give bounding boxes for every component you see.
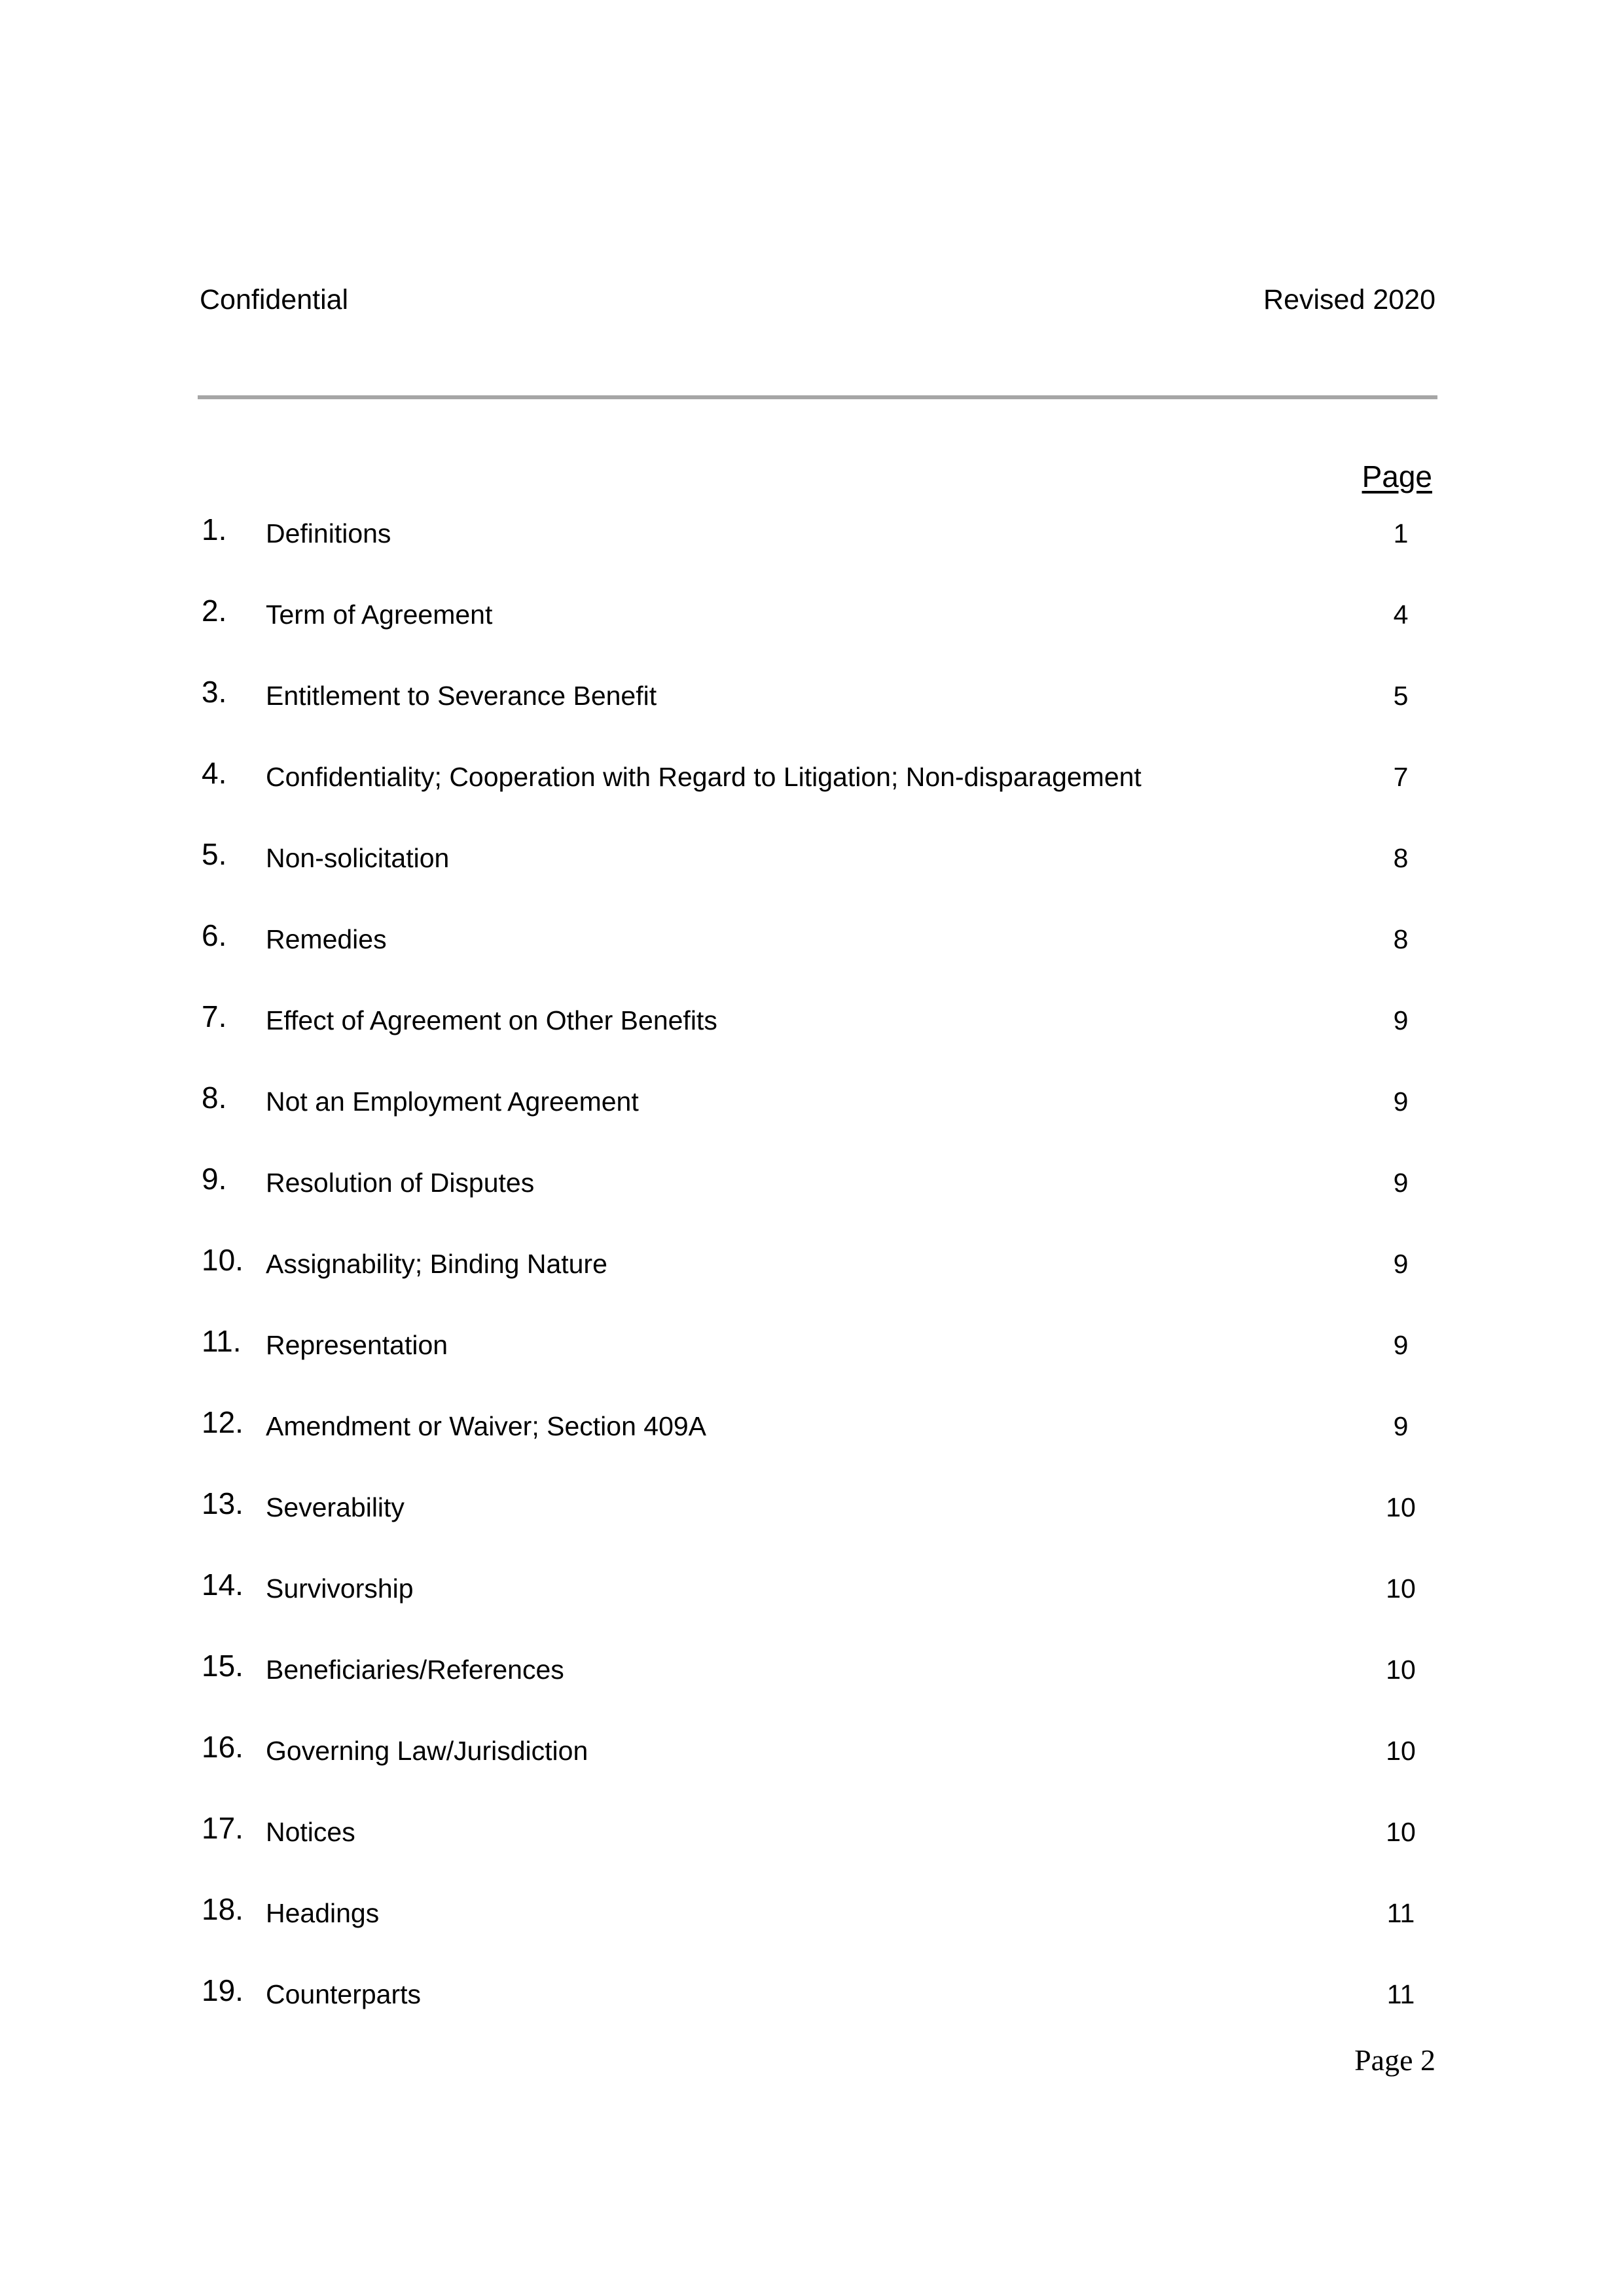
toc-entry bbox=[0, 1569, 1624, 1608]
toc-entry bbox=[0, 676, 1624, 715]
toc-entry-page: 10 bbox=[1386, 1736, 1416, 1766]
toc-entry-page: 9 bbox=[1393, 1249, 1409, 1279]
toc-entry-number: 11. bbox=[202, 1324, 242, 1358]
toc-entry-page: 11 bbox=[1386, 1979, 1415, 2009]
toc-entry-number: 9. bbox=[202, 1162, 227, 1196]
toc-entry-number: 12. bbox=[202, 1405, 244, 1439]
toc-entry-page: 9 bbox=[1393, 1168, 1409, 1198]
toc-entry-title: Assignability; Binding Nature bbox=[266, 1249, 607, 1279]
toc-entry-page: 9 bbox=[1393, 1005, 1409, 1035]
toc-entry-number: 17. bbox=[202, 1811, 244, 1845]
toc-entry-number: 7. bbox=[202, 999, 227, 1033]
toc-entry bbox=[0, 920, 1624, 959]
toc-entry-page: 11 bbox=[1386, 1898, 1415, 1928]
toc-entry-number: 16. bbox=[202, 1730, 244, 1764]
toc-entry-page: 9 bbox=[1393, 1330, 1409, 1360]
toc-entry bbox=[0, 757, 1624, 797]
toc-entry-page: 10 bbox=[1386, 1817, 1416, 1847]
toc-entry-page: 10 bbox=[1386, 1492, 1416, 1522]
toc-entry-number: 13. bbox=[202, 1486, 244, 1520]
header-revised-label: Revised 2020 bbox=[1263, 284, 1435, 315]
toc-entry-title: Effect of Agreement on Other Benefits bbox=[266, 1005, 717, 1035]
toc-entry-title: Confidentiality; Cooperation with Regard to Litigation; Non-disparagement bbox=[266, 762, 1142, 792]
toc-entry bbox=[0, 1001, 1624, 1040]
toc-entry bbox=[0, 514, 1624, 553]
toc-entry bbox=[0, 1975, 1624, 2014]
toc-entry-page: 8 bbox=[1393, 924, 1409, 954]
toc-entry-title: Governing Law/Jurisdiction bbox=[266, 1736, 588, 1766]
toc-entry-title: Representation bbox=[266, 1330, 448, 1360]
toc-entry-title: Notices bbox=[266, 1817, 355, 1847]
toc-entry-number: 1. bbox=[202, 512, 227, 547]
toc-entry-number: 14. bbox=[202, 1568, 244, 1602]
toc-entry-title: Entitlement to Severance Benefit bbox=[266, 681, 657, 711]
toc-entry bbox=[0, 1325, 1624, 1365]
toc-entry bbox=[0, 1812, 1624, 1852]
toc-entry-title: Remedies bbox=[266, 924, 387, 954]
toc-entry-page: 10 bbox=[1386, 1655, 1416, 1685]
header-confidential-label: Confidential bbox=[200, 284, 349, 315]
toc-entry bbox=[0, 1082, 1624, 1121]
toc-entry-title: Headings bbox=[266, 1898, 380, 1928]
toc-entry-number: 10. bbox=[202, 1243, 244, 1277]
toc-entry-title: Resolution of Disputes bbox=[266, 1168, 535, 1198]
toc-entry-number: 6. bbox=[202, 918, 227, 952]
page-number-footer: Page 2 bbox=[1354, 2043, 1435, 2077]
toc-entry bbox=[0, 1893, 1624, 1933]
toc-entry bbox=[0, 595, 1624, 634]
toc-entry-number: 4. bbox=[202, 756, 227, 790]
toc-entry-number: 5. bbox=[202, 837, 227, 871]
toc-entry-page: 9 bbox=[1393, 1086, 1409, 1117]
toc-entry-page: 4 bbox=[1393, 600, 1409, 630]
toc-entry-title: Non-solicitation bbox=[266, 843, 450, 873]
toc-entry-page: 1 bbox=[1393, 518, 1409, 548]
toc-entry-number: 2. bbox=[202, 594, 227, 628]
toc-entry-page: 9 bbox=[1393, 1411, 1409, 1441]
toc-entry-title: Counterparts bbox=[266, 1979, 422, 2009]
toc-entry-number: 19. bbox=[202, 1973, 244, 2007]
toc-entry bbox=[0, 1407, 1624, 1446]
toc-entry-title: Severability bbox=[266, 1492, 405, 1522]
toc-entry bbox=[0, 1163, 1624, 1202]
toc-entry-title: Beneficiaries/References bbox=[266, 1655, 564, 1685]
toc-entry-page: 5 bbox=[1393, 681, 1409, 711]
toc-entry-number: 18. bbox=[202, 1892, 244, 1926]
toc-entry bbox=[0, 1650, 1624, 1689]
toc-entry-title: Survivorship bbox=[266, 1573, 414, 1604]
toc-entry-page: 7 bbox=[1393, 762, 1409, 792]
toc-entry-number: 15. bbox=[202, 1649, 244, 1683]
toc-entry-title: Amendment or Waiver; Section 409A bbox=[266, 1411, 707, 1441]
toc-entry bbox=[0, 1731, 1624, 1770]
toc-entry bbox=[0, 1244, 1624, 1283]
toc-entry bbox=[0, 838, 1624, 878]
toc-entry-title: Term of Agreement bbox=[266, 600, 493, 630]
toc-entry-page: 10 bbox=[1386, 1573, 1416, 1604]
toc-entry-title: Definitions bbox=[266, 518, 391, 548]
toc-entry-number: 8. bbox=[202, 1081, 227, 1115]
toc-entry-page: 8 bbox=[1393, 843, 1409, 873]
toc-entry-number: 3. bbox=[202, 675, 227, 709]
toc-entry bbox=[0, 1488, 1624, 1527]
toc-page-column-heading: Page bbox=[1362, 459, 1432, 493]
toc-entry-title: Not an Employment Agreement bbox=[266, 1086, 639, 1117]
